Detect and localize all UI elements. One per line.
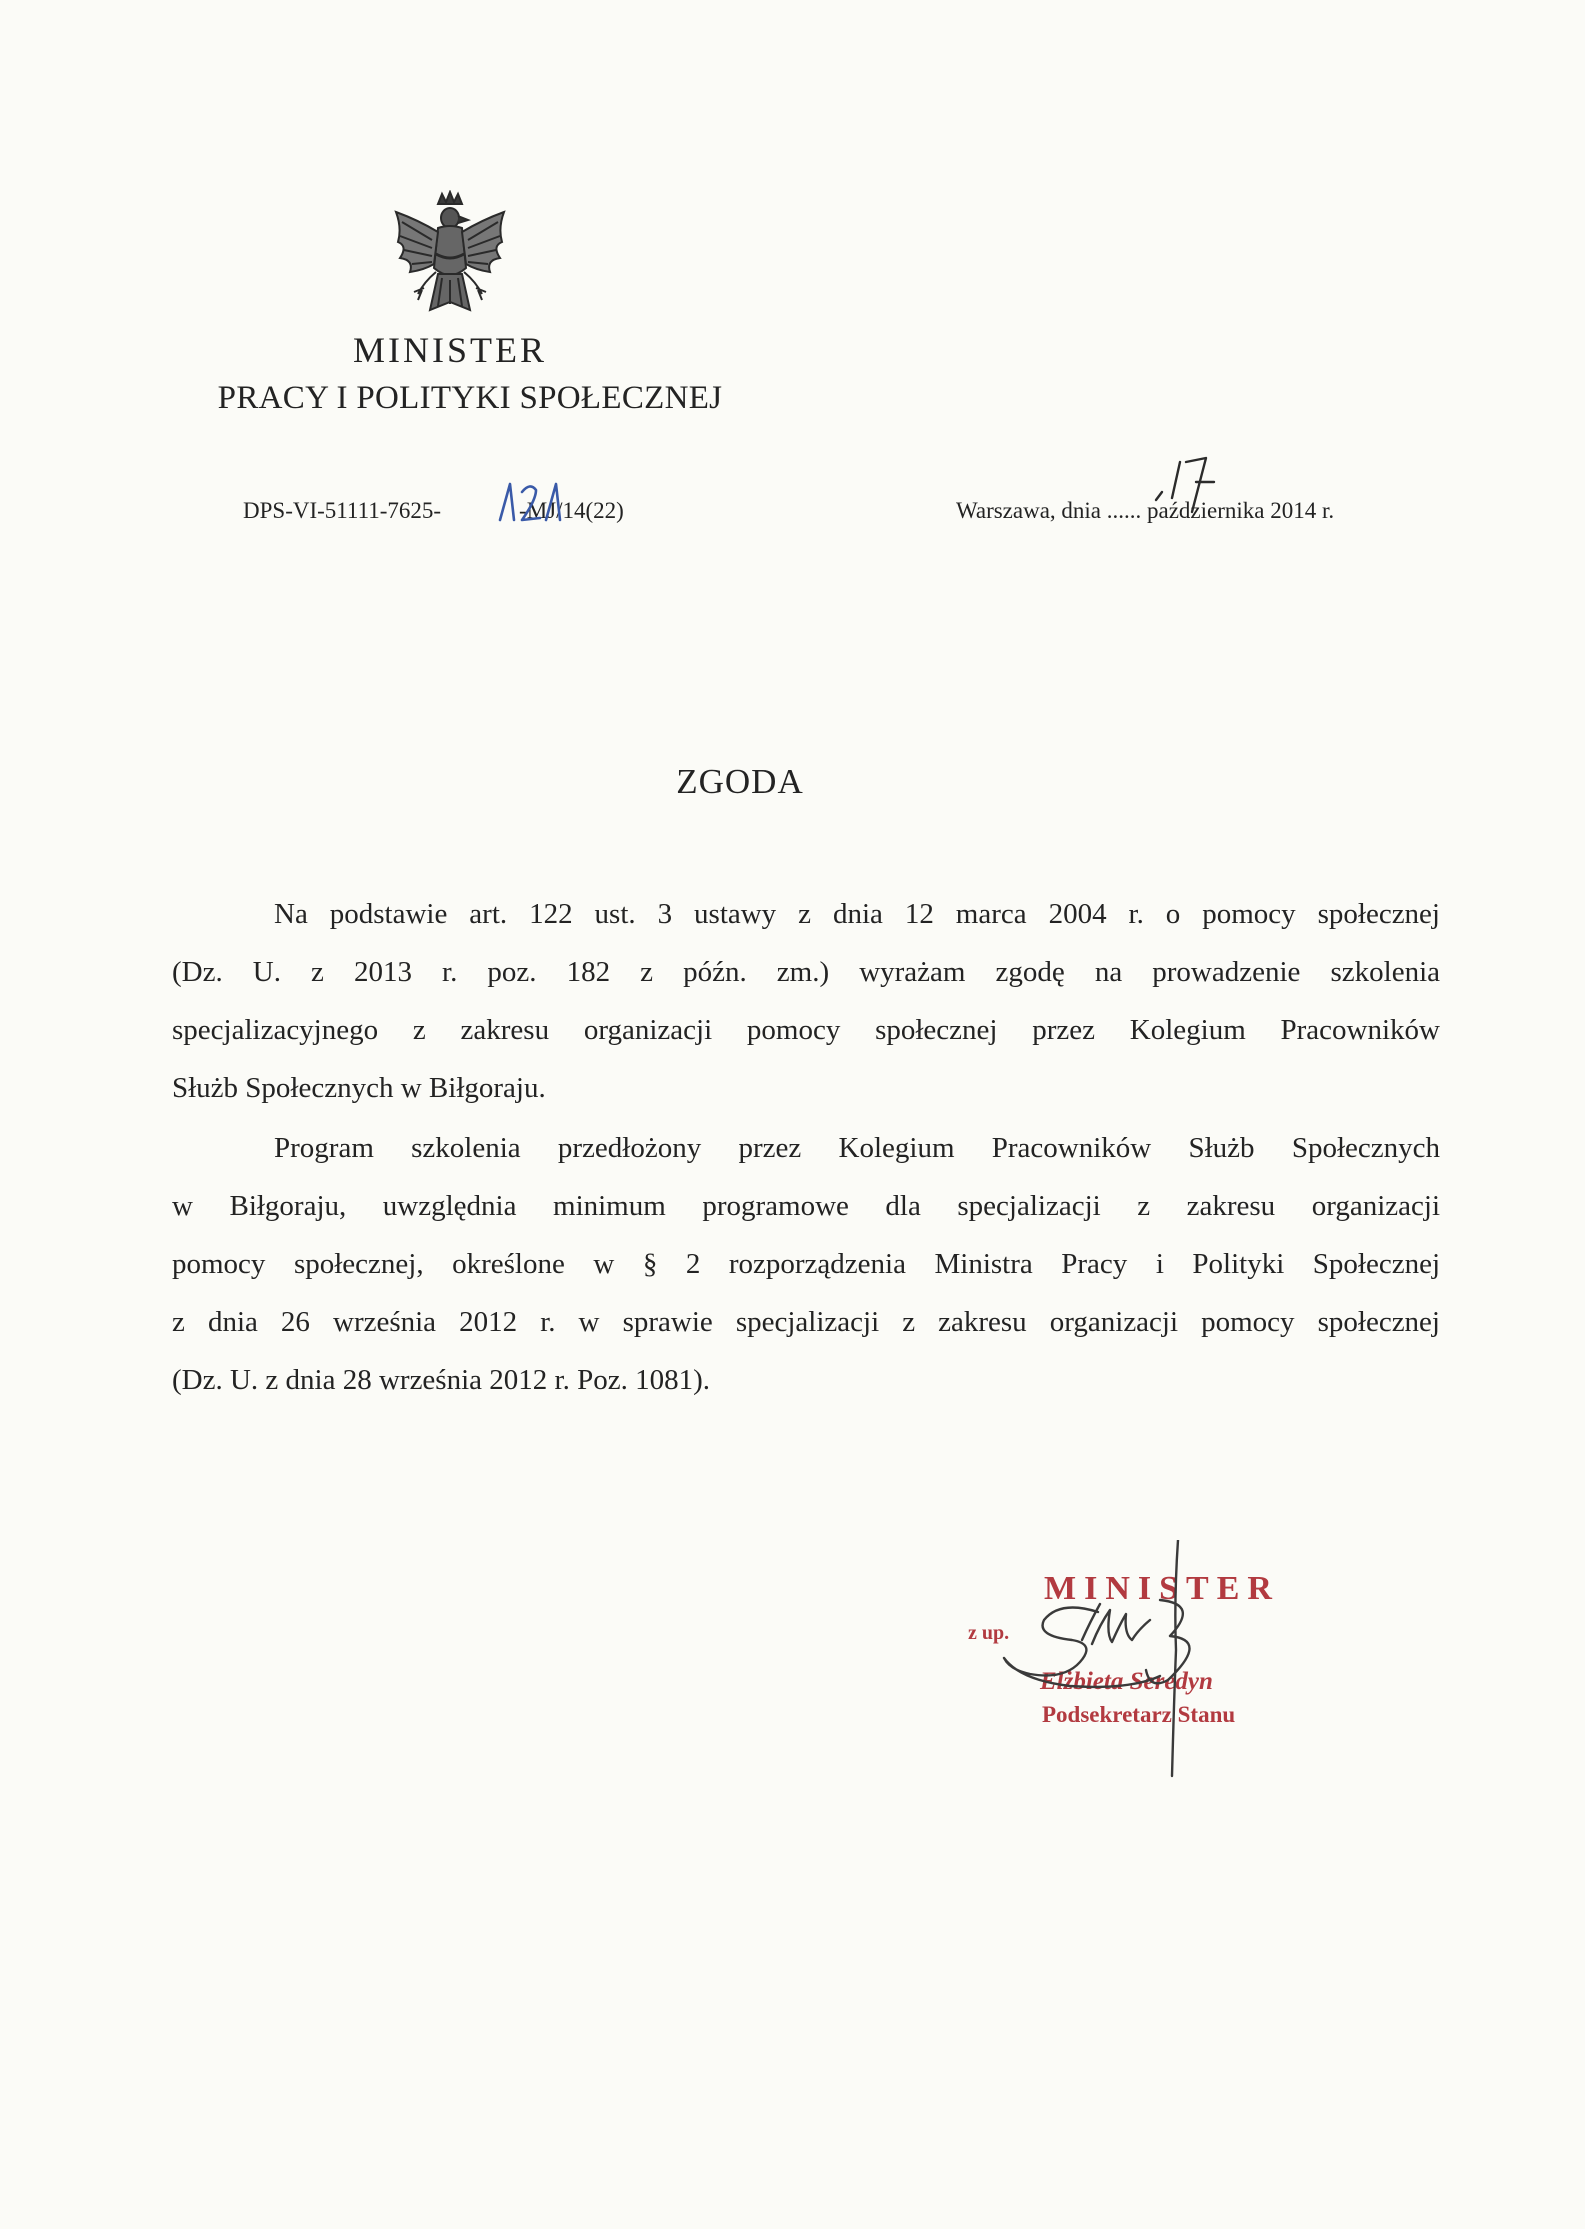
body-line: z dnia 26 września 2012 r. w sprawie specjalizacji z zakresu organizacji pomocy społecznej	[172, 1306, 1440, 1338]
body-line: Program szkolenia przedłożony przez Kolegium Pracowników Służb Społecznych	[274, 1132, 1440, 1164]
stamp-signatory-position: Podsekretarz Stanu	[1042, 1702, 1236, 1727]
reference-prefix: DPS-VI-51111-7625-	[243, 498, 442, 523]
reference-suffix: -MJ/14(22)	[519, 498, 624, 523]
body-line: (Dz. U. z 2013 r. poz. 182 z późn. zm.) wyrażam zgodę na prowadzenie szkolenia	[172, 956, 1440, 988]
polish-eagle-emblem-icon	[388, 190, 512, 326]
document-title: ZGODA	[676, 762, 804, 801]
body-line: Na podstawie art. 122 ust. 3 ustawy z dnia 12 marca 2004 r. o pomocy społecznej	[274, 898, 1440, 930]
handwritten-signature-icon	[960, 1540, 1310, 1780]
stamp-title: MINISTER	[1044, 1570, 1280, 1607]
body-line: (Dz. U. z dnia 28 września 2012 r. Poz. 1081).	[172, 1364, 710, 1396]
body-line: specjalizacyjnego z zakresu organizacji pomocy społecznej przez Kolegium Pracowników	[172, 1014, 1440, 1046]
official-stamp	[960, 1540, 1310, 1780]
stamp-signatory-name: Elżbieta Seredyn	[1040, 1668, 1213, 1695]
place-and-date: Warszawa, dnia ...... października 2014 r.	[956, 498, 1335, 523]
body-line: w Biłgoraju, uwzględnia minimum programowe dla specjalizacji z zakresu organizacji	[172, 1190, 1440, 1222]
body-line: Służb Społecznych w Biłgoraju.	[172, 1072, 546, 1104]
stamp-on-behalf: z up.	[968, 1622, 1010, 1644]
body-line: pomocy społecznej, określone w § 2 rozporządzenia Ministra Pracy i Polityki Społecznej	[172, 1248, 1440, 1280]
handwritten-reference-number	[494, 478, 570, 528]
institution-subtitle: PRACY I POLITYKI SPOŁECZNEJ	[217, 380, 723, 416]
institution-title: MINISTER	[353, 330, 547, 370]
